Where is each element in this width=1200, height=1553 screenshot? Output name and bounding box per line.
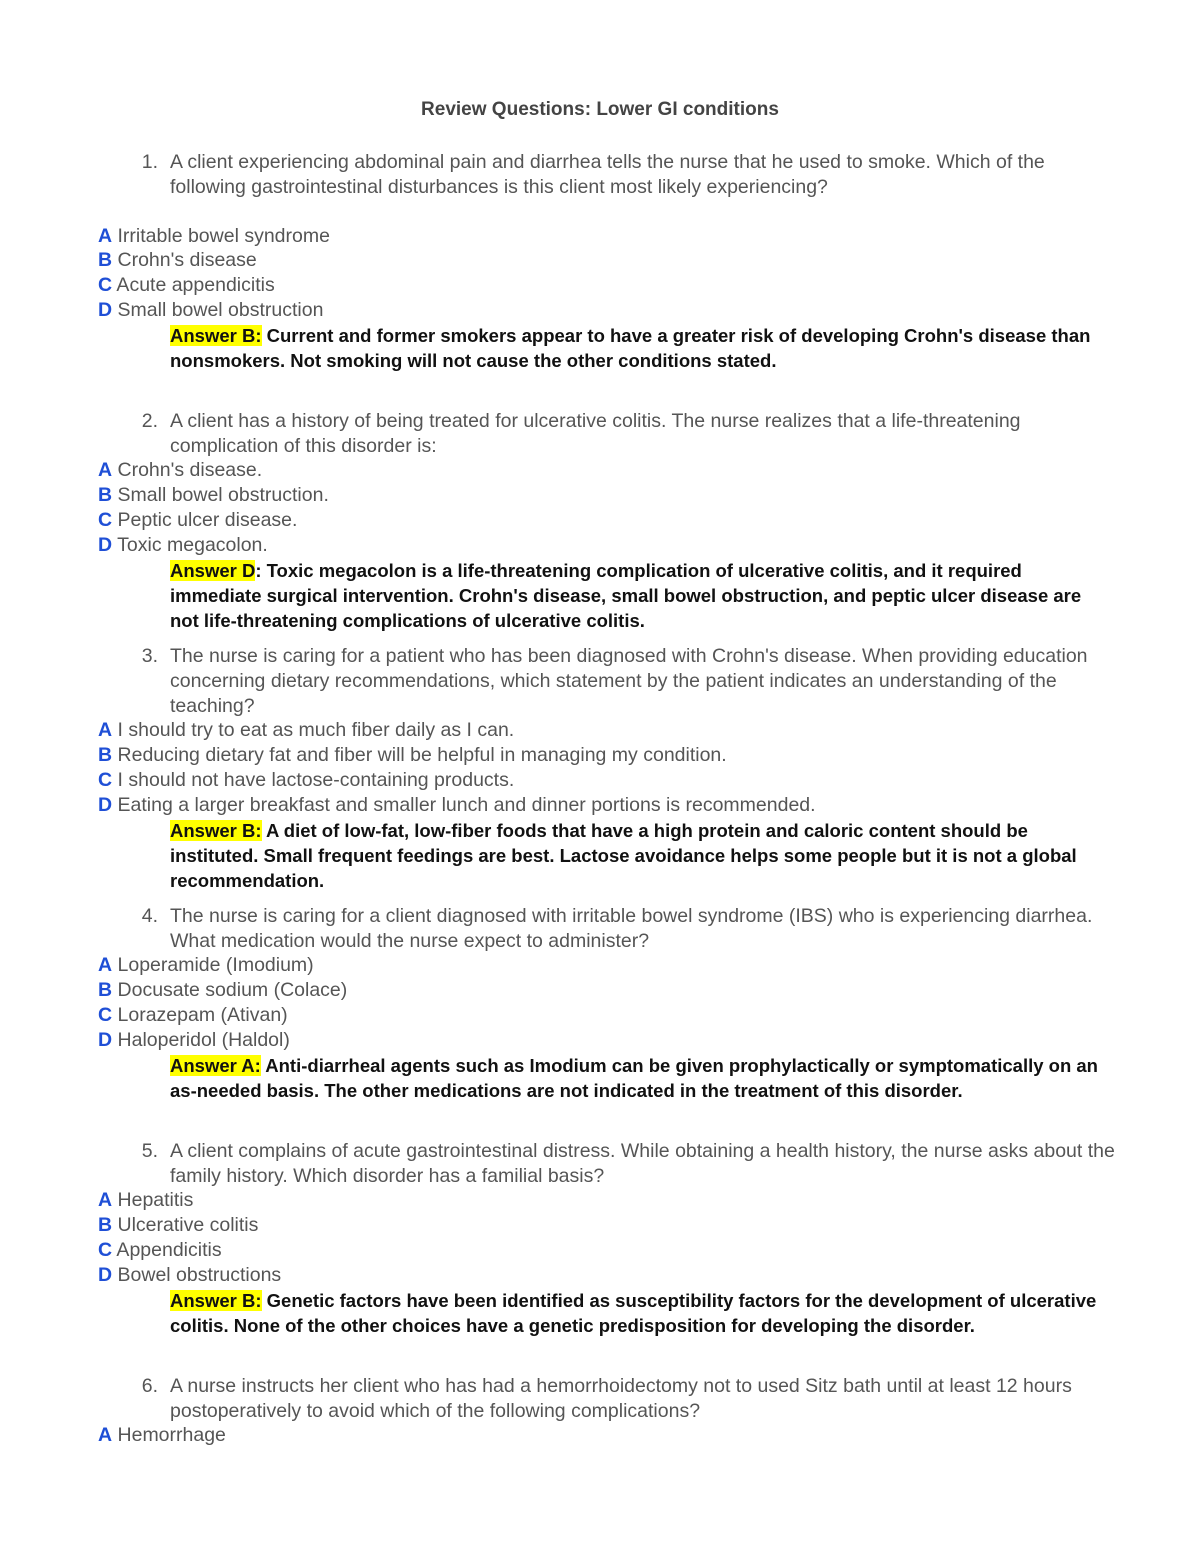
option-a [98,1188,193,1213]
question-5-stem [130,1139,1120,1189]
option-c [98,1003,288,1028]
answer-label: Answer B: [170,1290,262,1311]
answer-2 [170,558,1105,633]
option-letter: C [98,1239,113,1261]
option-text: Haloperidol (Haldol) [112,1029,290,1051]
option-letter: C [98,769,113,791]
option-letter: A [98,954,113,976]
option-letter: A [98,1189,113,1211]
question-number: 1. [141,151,158,173]
option-letter: D [98,1264,113,1286]
question-number: 3. [141,645,158,667]
option-a [98,718,514,743]
option-text: Appendicitis [112,1239,222,1261]
question-6-stem [130,1374,1120,1424]
question-text: A client experiencing abdominal pain and diarrhea tells the nurse that he used to smoke. Which of the following gastrointestinal disturbances is this client most likely experiencing? [170,151,1045,198]
option-text: I should not have lactose-containing products. [112,769,515,791]
option-letter: A [98,1424,113,1446]
question-3-stem [130,644,1120,719]
option-letter: C [98,274,113,296]
question-number: 2. [141,410,158,432]
answer-label: Answer B: [170,820,262,841]
question-1-stem [130,150,1120,200]
option-letter: D [98,1029,113,1051]
option-b [98,248,257,273]
question-number: 4. [141,905,158,927]
option-letter: B [98,1214,113,1236]
question-4-stem [130,904,1120,954]
question-number: 6. [141,1375,158,1397]
answer-label: Answer A: [170,1055,261,1076]
option-letter: A [98,719,113,741]
option-d [98,1263,281,1288]
option-text: Loperamide (Imodium) [112,954,314,976]
option-d [98,793,816,818]
option-text: Ulcerative colitis [112,1214,259,1236]
answer-text: Anti-diarrheal agents such as Imodium can be given prophylactically or symptomatically on an as-needed basis. The other medications are not indicated in the treatment of this disorder. [170,1055,1098,1101]
answer-label: Answer B: [170,325,262,346]
answer-text: A diet of low-fat, low-fiber foods that have a high protein and caloric content should be instituted. Small frequent feedings are best. Lactose avoidance helps some people but it is not a global recommendation. [170,820,1077,891]
option-letter: D [98,794,113,816]
option-c [98,273,275,298]
option-letter: C [98,1004,113,1026]
option-letter: A [98,459,113,481]
answer-label: Answer D [170,560,256,581]
question-text: A client has a history of being treated for ulcerative colitis. The nurse realizes that a life-threatening complication of this disorder is: [170,410,1021,457]
option-b [98,743,727,768]
option-letter: C [98,509,113,531]
option-text: Lorazepam (Ativan) [112,1004,288,1026]
option-text: Crohn's disease. [112,459,263,481]
option-a [98,224,330,249]
option-text: Peptic ulcer disease. [112,509,298,531]
option-letter: B [98,249,113,271]
option-letter: A [98,225,113,247]
option-c [98,508,297,533]
option-text: Toxic megacolon. [112,534,268,556]
option-text: Docusate sodium (Colace) [112,979,348,1001]
option-text: Hemorrhage [112,1424,226,1446]
answer-1 [170,323,1105,373]
option-a [98,1423,226,1448]
option-text: Irritable bowel syndrome [112,225,330,247]
option-d [98,1028,290,1053]
document-title: Review Questions: Lower GI conditions [421,99,779,120]
question-text: The nurse is caring for a client diagnosed with irritable bowel syndrome (IBS) who is experiencing diarrhea. What medication would the nurse expect to administer? [170,905,1093,952]
question-text: The nurse is caring for a patient who has been diagnosed with Crohn's disease. When providing education concerning dietary recommendations, which statement by the patient indicates an understanding of the teaching? [170,645,1088,717]
option-text: Small bowel obstruction [112,299,324,321]
option-text: Small bowel obstruction. [112,484,329,506]
option-b [98,483,329,508]
answer-4 [170,1053,1105,1103]
option-text: Acute appendicitis [112,274,275,296]
option-letter: D [98,534,113,556]
option-d [98,298,323,323]
option-text: Hepatitis [112,1189,194,1211]
option-a [98,458,262,483]
option-text: Reducing dietary fat and fiber will be helpful in managing my condition. [112,744,727,766]
option-d [98,533,268,558]
answer-text: Current and former smokers appear to have a greater risk of developing Crohn's disease than nonsmokers. Not smoking will not cause the other conditions stated. [170,325,1091,371]
option-letter: D [98,299,113,321]
answer-3 [170,818,1105,893]
option-text: Eating a larger breakfast and smaller lunch and dinner portions is recommended. [112,794,816,816]
answer-text: Genetic factors have been identified as susceptibility factors for the development of ulcerative colitis. None of the other choices have a genetic predisposition for developing the disorder. [170,1290,1097,1336]
question-text: A client complains of acute gastrointestinal distress. While obtaining a health history, the nurse asks about the family history. Which disorder has a familial basis? [170,1140,1115,1187]
answer-5 [170,1288,1105,1338]
option-letter: B [98,979,113,1001]
option-c [98,1238,222,1263]
option-text: I should try to eat as much fiber daily as I can. [112,719,515,741]
option-letter: B [98,744,113,766]
option-text: Bowel obstructions [112,1264,282,1286]
answer-text: : Toxic megacolon is a life-threatening complication of ulcerative colitis, and it required immediate surgical intervention. Crohn's disease, small bowel obstruction, and peptic ulcer disease are not life-threatening complications of ulcerative colitis. [170,560,1082,631]
option-b [98,978,347,1003]
option-a [98,953,314,978]
question-number: 5. [141,1140,158,1162]
question-2-stem [130,409,1120,459]
option-c [98,768,514,793]
question-text: A nurse instructs her client who has had a hemorrhoidectomy not to used Sitz bath until at least 12 hours postoperatively to avoid which of the following complications? [170,1375,1072,1422]
option-text: Crohn's disease [112,249,257,271]
option-b [98,1213,258,1238]
option-letter: B [98,484,113,506]
